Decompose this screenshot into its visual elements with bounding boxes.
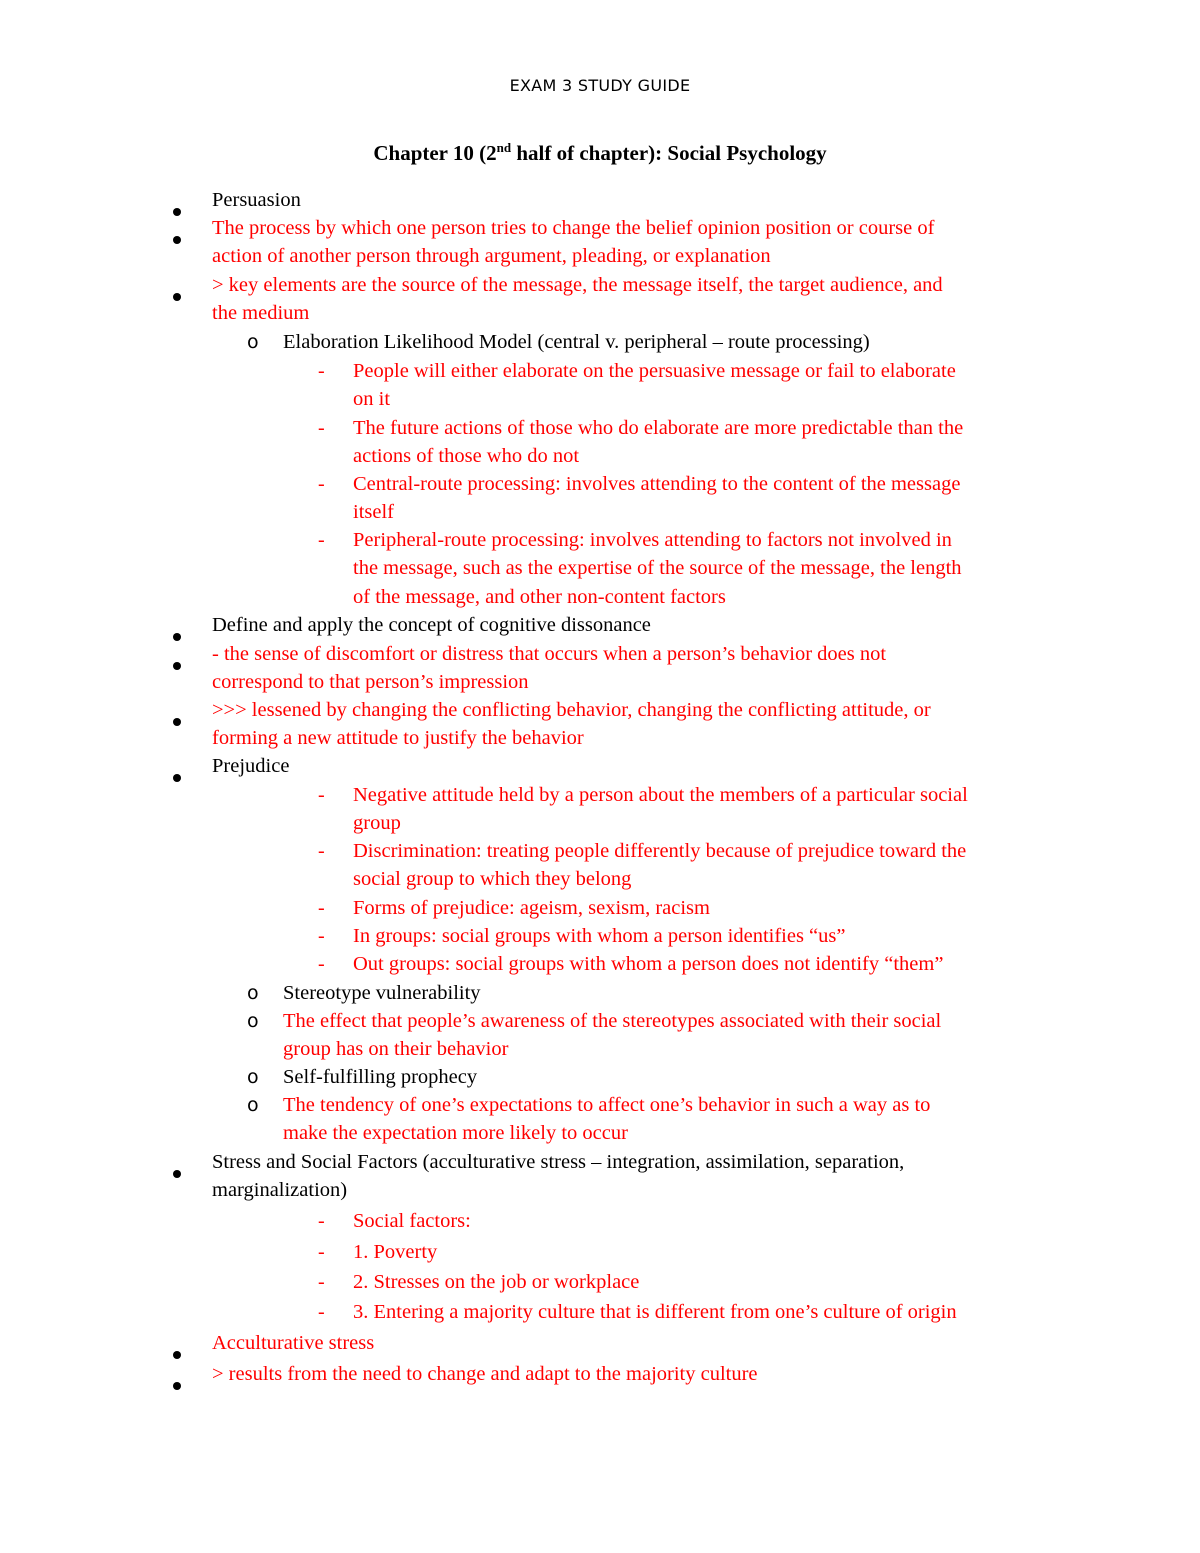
- list-item: [212, 752, 289, 780]
- list-item-line: Forms of prejudice: ageism, sexism, racism: [353, 897, 710, 919]
- list-item-line: The tendency of one’s expectations to affect one’s behavior in such a way as to: [283, 1094, 931, 1116]
- list-item: [212, 640, 886, 697]
- list-item-line: >>> lessened by changing the conflicting behavior, changing the conflicting attitude, or: [212, 699, 931, 721]
- list-item-line: 3. Entering a majority culture that is different from one’s culture of origin: [353, 1301, 957, 1323]
- list-item-line: Out groups: social groups with whom a person does not identify “them”: [353, 953, 944, 975]
- list-item: [247, 979, 481, 1007]
- circle-bullet-icon: o: [247, 1010, 259, 1032]
- list-item-line: itself: [353, 501, 394, 524]
- list-item: [318, 894, 710, 922]
- bullet-dot-icon: [173, 621, 181, 649]
- list-item-line: actions of those who do not: [353, 445, 580, 468]
- list-item: [318, 781, 968, 838]
- bullet-dot-icon: [173, 706, 181, 734]
- list-item-line: Stress and Social Factors (acculturative stress – integration, assimilation, separation,: [212, 1151, 905, 1173]
- list-item: [212, 1148, 904, 1205]
- list-item: [318, 357, 956, 414]
- list-item-line: Peripheral-route processing: involves attending to factors not involved in: [353, 529, 952, 551]
- list-item-line: group has on their behavior: [283, 1038, 509, 1061]
- list-item: [318, 1298, 957, 1326]
- list-item-line: Persuasion: [212, 189, 301, 211]
- list-item-line: the medium: [212, 302, 310, 325]
- list-item-line: 1. Poverty: [353, 1241, 438, 1263]
- list-item-line: of the message, and other non-content factors: [353, 585, 726, 608]
- circle-bullet-icon: o: [247, 1066, 259, 1088]
- document-header: EXAM 3 STUDY GUIDE: [509, 76, 691, 95]
- list-item-line: Discrimination: treating people differently because of prejudice toward the: [353, 840, 967, 862]
- list-item: [318, 1207, 471, 1235]
- dash-bullet-icon: -: [318, 417, 325, 439]
- list-item-line: Define and apply the concept of cognitive dissonance: [212, 614, 651, 636]
- dash-bullet-icon: -: [318, 473, 325, 495]
- list-item-line: forming a new attitude to justify the behavior: [212, 727, 584, 750]
- list-item: [318, 1238, 438, 1266]
- list-item-line: > results from the need to change and adapt to the majority culture: [212, 1363, 758, 1385]
- bullet-dot-icon: [173, 1158, 181, 1186]
- list-item-line: Stereotype vulnerability: [283, 982, 481, 1004]
- dash-bullet-icon: -: [318, 1210, 325, 1232]
- list-item: [212, 214, 934, 271]
- list-item: [247, 1063, 478, 1091]
- list-item-line: action of another person through argument, pleading, or explanation: [212, 245, 771, 268]
- list-item: [212, 186, 301, 214]
- list-item-line: People will either elaborate on the persuasive message or fail to elaborate: [353, 360, 956, 382]
- dash-bullet-icon: -: [318, 897, 325, 919]
- list-item-line: Negative attitude held by a person about the members of a particular social: [353, 784, 968, 806]
- dash-bullet-icon: -: [318, 784, 325, 806]
- list-item: [212, 271, 943, 328]
- list-item-line: Self-fulfilling prophecy: [283, 1066, 478, 1088]
- dash-bullet-icon: -: [318, 529, 325, 551]
- list-item-line: marginalization): [212, 1179, 348, 1202]
- bullet-dot-icon: [173, 1370, 181, 1398]
- list-item: [247, 328, 870, 356]
- list-item-line: Prejudice: [212, 755, 290, 777]
- list-item-line: - the sense of discomfort or distress that occurs when a person’s behavior does not: [212, 643, 887, 665]
- chapter-title-prefix: Chapter 10 (2: [373, 141, 497, 165]
- list-item-line: social group to which they belong: [353, 868, 632, 891]
- list-item-line: In groups: social groups with whom a person identifies “us”: [353, 925, 846, 947]
- bullet-dot-icon: [173, 650, 181, 678]
- bullet-dot-icon: [173, 196, 181, 224]
- list-item: [247, 1091, 931, 1148]
- list-item: [318, 922, 846, 950]
- list-item: [247, 1007, 942, 1064]
- dash-bullet-icon: -: [318, 840, 325, 862]
- list-item-line: The process by which one person tries to change the belief opinion position or course of: [212, 217, 935, 239]
- list-item-line: correspond to that person’s impression: [212, 671, 529, 694]
- chapter-title-superscript: nd: [496, 140, 512, 155]
- bullet-dot-icon: [173, 1339, 181, 1367]
- dash-bullet-icon: -: [318, 925, 325, 947]
- list-item-line: Central-route processing: involves attending to the content of the message: [353, 473, 961, 495]
- dash-bullet-icon: -: [318, 953, 325, 975]
- list-item: [318, 837, 967, 894]
- circle-bullet-icon: o: [247, 982, 259, 1004]
- list-item: [212, 1329, 374, 1357]
- list-item: [318, 1268, 640, 1296]
- list-item-line: Social factors:: [353, 1210, 471, 1232]
- chapter-title: [0, 141, 1200, 166]
- bullet-dot-icon: [173, 762, 181, 790]
- list-item-line: > key elements are the source of the message, the message itself, the target audience, and: [212, 274, 943, 296]
- bullet-dot-icon: [173, 281, 181, 309]
- dash-bullet-icon: -: [318, 1301, 325, 1323]
- list-item: [318, 414, 964, 471]
- dash-bullet-icon: -: [318, 360, 325, 382]
- list-item-line: the message, such as the expertise of the source of the message, the length: [353, 557, 962, 580]
- list-item: [212, 1360, 758, 1388]
- circle-bullet-icon: o: [247, 1094, 259, 1116]
- list-item: [212, 696, 931, 753]
- list-item: [318, 526, 962, 611]
- dash-bullet-icon: -: [318, 1271, 325, 1293]
- list-item-line: group: [353, 812, 401, 835]
- circle-bullet-icon: o: [247, 331, 259, 353]
- chapter-title-suffix: half of chapter): Social Psychology: [511, 141, 827, 165]
- list-item-line: The future actions of those who do elaborate are more predictable than the: [353, 417, 964, 439]
- list-item: [318, 470, 961, 527]
- bullet-dot-icon: [173, 224, 181, 252]
- dash-bullet-icon: -: [318, 1241, 325, 1263]
- list-item-line: The effect that people’s awareness of the stereotypes associated with their social: [283, 1010, 942, 1032]
- list-item-line: on it: [353, 388, 391, 411]
- list-item: [212, 611, 651, 639]
- list-item-line: make the expectation more likely to occur: [283, 1122, 628, 1145]
- list-item-line: 2. Stresses on the job or workplace: [353, 1271, 640, 1293]
- list-item-line: Acculturative stress: [212, 1332, 375, 1354]
- list-item-line: Elaboration Likelihood Model (central v. peripheral – route processing): [283, 331, 870, 353]
- list-item: [318, 950, 944, 978]
